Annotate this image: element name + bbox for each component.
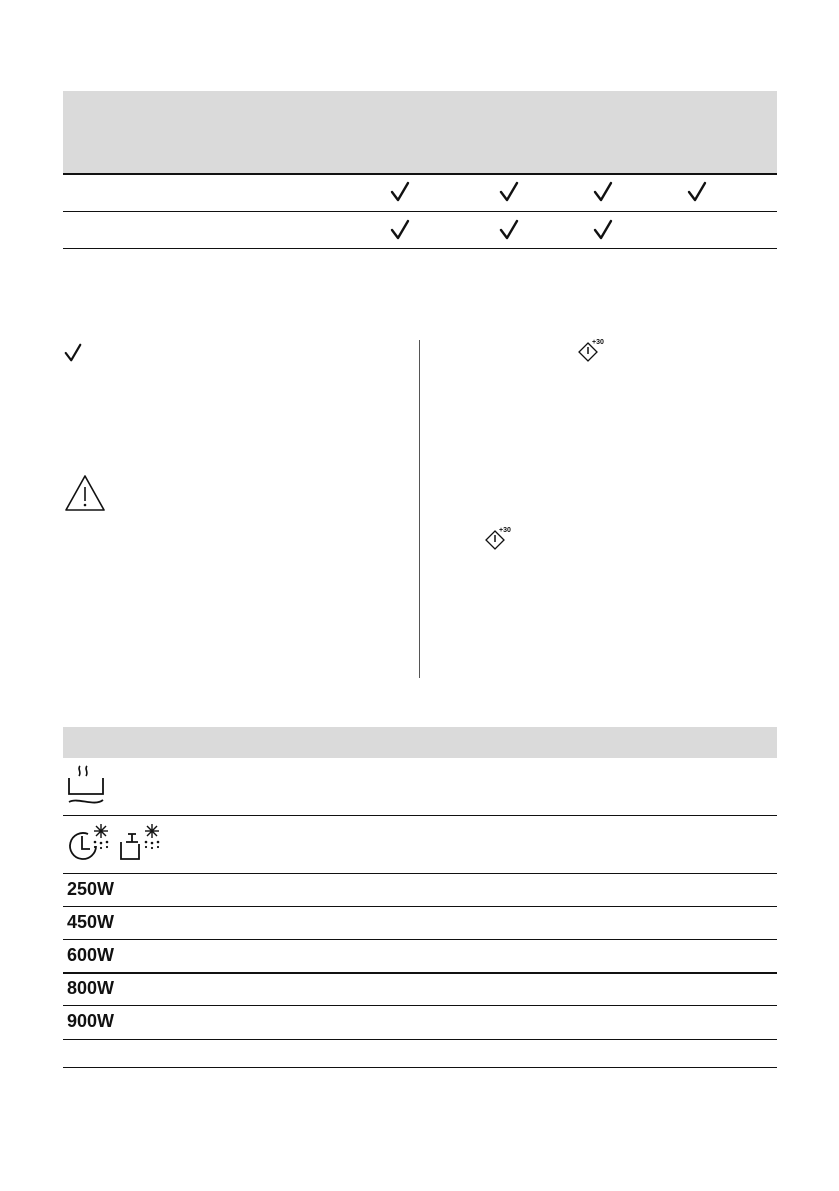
power-table-header [63, 727, 777, 758]
power-table-rule [63, 1039, 777, 1040]
check-icon [592, 181, 614, 203]
power-table-rule [63, 939, 777, 940]
power-table-bottom-rule [63, 1067, 777, 1068]
warning-triangle-icon [64, 474, 106, 512]
power-level-label: 450W [67, 912, 115, 932]
check-icon [63, 342, 83, 364]
power-level-label: 250W [67, 879, 115, 899]
top-table-header [63, 91, 777, 174]
column-divider [419, 340, 420, 678]
power-level-label: 800W [67, 978, 115, 998]
steam-pot-icon [66, 764, 106, 808]
power-table-rule [63, 972, 777, 974]
defrost-icon [66, 822, 166, 864]
check-icon [389, 181, 411, 203]
check-icon [498, 181, 520, 203]
power-table-rule [63, 906, 777, 907]
power-level-label: 600W [67, 945, 115, 965]
power-table-rule [63, 815, 777, 816]
power-table-rule [63, 873, 777, 874]
top-table-bottom-rule [63, 248, 777, 249]
start-plus30-icon [578, 339, 610, 363]
top-table-header-rule [63, 173, 777, 175]
check-icon [389, 219, 411, 241]
check-icon [498, 219, 520, 241]
plus30-label: +30 [499, 527, 511, 534]
plus30-label: +30 [592, 339, 604, 346]
check-icon [686, 181, 708, 203]
check-icon [592, 219, 614, 241]
start-plus30-icon [485, 527, 517, 551]
top-table-row-rule [63, 211, 777, 212]
power-table-rule [63, 1005, 777, 1006]
power-level-label: 900W [67, 1011, 115, 1031]
